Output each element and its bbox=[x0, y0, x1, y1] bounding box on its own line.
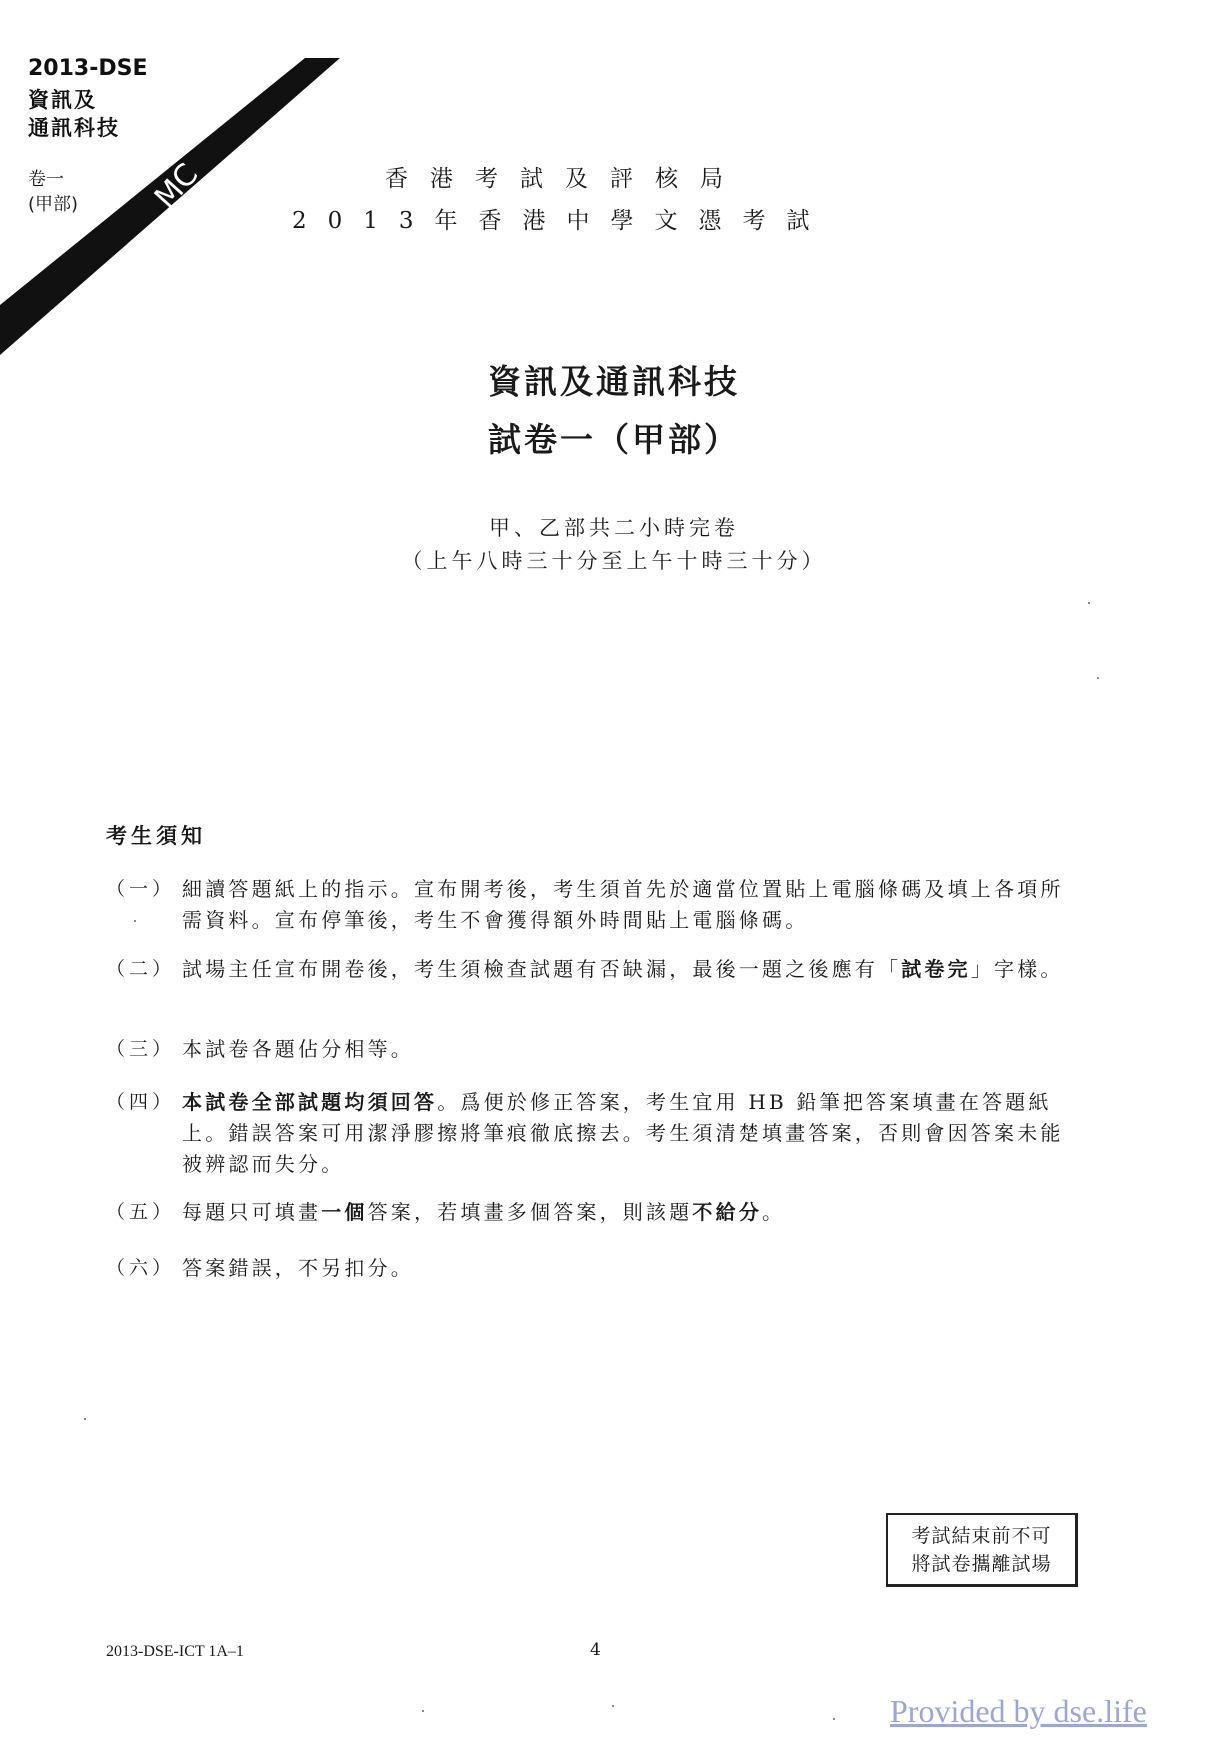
exam-code: 2013-DSE bbox=[28, 56, 148, 81]
instruction-number: （一） bbox=[106, 878, 176, 900]
scan-speck bbox=[612, 1705, 614, 1707]
instruction-bold-text: 試卷完 bbox=[901, 957, 971, 981]
instruction-text-part: 。爲便於修正答案，考生宜用 HB 鉛筆把答案填畫在答題紙上。錯誤答案可用潔淨膠擦將筆痕徹底擦去。考生須清楚填畫答案，否則會因答案未能被辨認而失分。 bbox=[182, 1090, 1064, 1176]
instruction-bold-text: 不給分 bbox=[692, 1200, 763, 1224]
instruction-text: 細讀答題紙上的指示。宣布開考後，考生須首先於適當位置貼上電腦條碼及填上各項所需資料。宣布停筆後，考生不會獲得額外時間貼上電腦條碼。 bbox=[182, 877, 1064, 932]
instruction-text-part: 」字樣。 bbox=[970, 957, 1064, 981]
authority-name: 香港考試及評核局 bbox=[385, 166, 745, 192]
paper-line1: 卷一 bbox=[28, 169, 64, 190]
subject-line1: 資訊及 bbox=[28, 88, 97, 112]
instruction-text: 答案錯誤，不另扣分。 bbox=[182, 1256, 414, 1280]
notice-line2: 將試卷攜離試場 bbox=[911, 1553, 1052, 1575]
scan-speck bbox=[833, 1718, 835, 1720]
instruction-text-part: 。 bbox=[762, 1200, 786, 1224]
credit-link[interactable]: Provided by dse.life bbox=[890, 1693, 1147, 1729]
subject-line2: 通訊科技 bbox=[28, 116, 120, 140]
instruction-number: （四） bbox=[106, 1091, 176, 1113]
notice-box bbox=[886, 1513, 1078, 1587]
instruction-item bbox=[106, 1034, 1086, 1065]
notice-line1: 考試結束前不可 bbox=[911, 1525, 1052, 1547]
scan-speck bbox=[422, 1710, 424, 1712]
scan-speck bbox=[134, 920, 136, 922]
instruction-text-part: 每題只可填畫 bbox=[182, 1200, 322, 1224]
instruction-item bbox=[106, 1253, 1086, 1284]
instruction-number: （五） bbox=[106, 1201, 176, 1223]
exam-name: 2013年香港中學文憑考試 bbox=[292, 208, 831, 234]
instruction-number: （三） bbox=[106, 1038, 176, 1060]
scan-speck bbox=[84, 1418, 86, 1420]
instruction-text bbox=[182, 1087, 1086, 1180]
scan-speck bbox=[1097, 677, 1099, 679]
instruction-number: （六） bbox=[106, 1257, 176, 1279]
instruction-item bbox=[106, 1197, 1086, 1228]
scan-speck bbox=[1088, 602, 1090, 604]
instruction-text-part: 試場主任宣布開卷後，考生須檢查試題有否缺漏，最後一題之後應有「 bbox=[182, 957, 902, 981]
instruction-bold-text: 一個 bbox=[321, 1200, 368, 1224]
subject-title: 資訊及通訊科技 bbox=[488, 362, 740, 401]
instruction-bold-text: 本試卷全部試題均須回答 bbox=[182, 1090, 438, 1114]
instruction-text bbox=[182, 1197, 1086, 1228]
paper-title: 試卷一（甲部） bbox=[488, 420, 740, 459]
banner-text: MC bbox=[147, 157, 206, 216]
instruction-text-part: 答案，若填畫多個答案，則該題 bbox=[367, 1200, 693, 1224]
instructions-heading: 考生須知 bbox=[106, 824, 206, 848]
duration-line1: 甲、乙部共二小時完卷 bbox=[489, 516, 739, 540]
instruction-item bbox=[106, 954, 1086, 985]
instruction-text bbox=[182, 954, 1086, 985]
duration-line2: （上午八時三十分至上午十時三十分） bbox=[401, 549, 827, 573]
instruction-text: 本試卷各題佔分相等。 bbox=[182, 1037, 414, 1061]
paper-code: 2013-DSE-ICT 1A–1 bbox=[106, 1643, 244, 1660]
instruction-item bbox=[106, 874, 1086, 936]
paper-line2: (甲部) bbox=[28, 194, 79, 215]
instruction-item bbox=[106, 1087, 1086, 1180]
page-number: 4 bbox=[590, 1640, 601, 1660]
instruction-number: （二） bbox=[106, 958, 176, 980]
